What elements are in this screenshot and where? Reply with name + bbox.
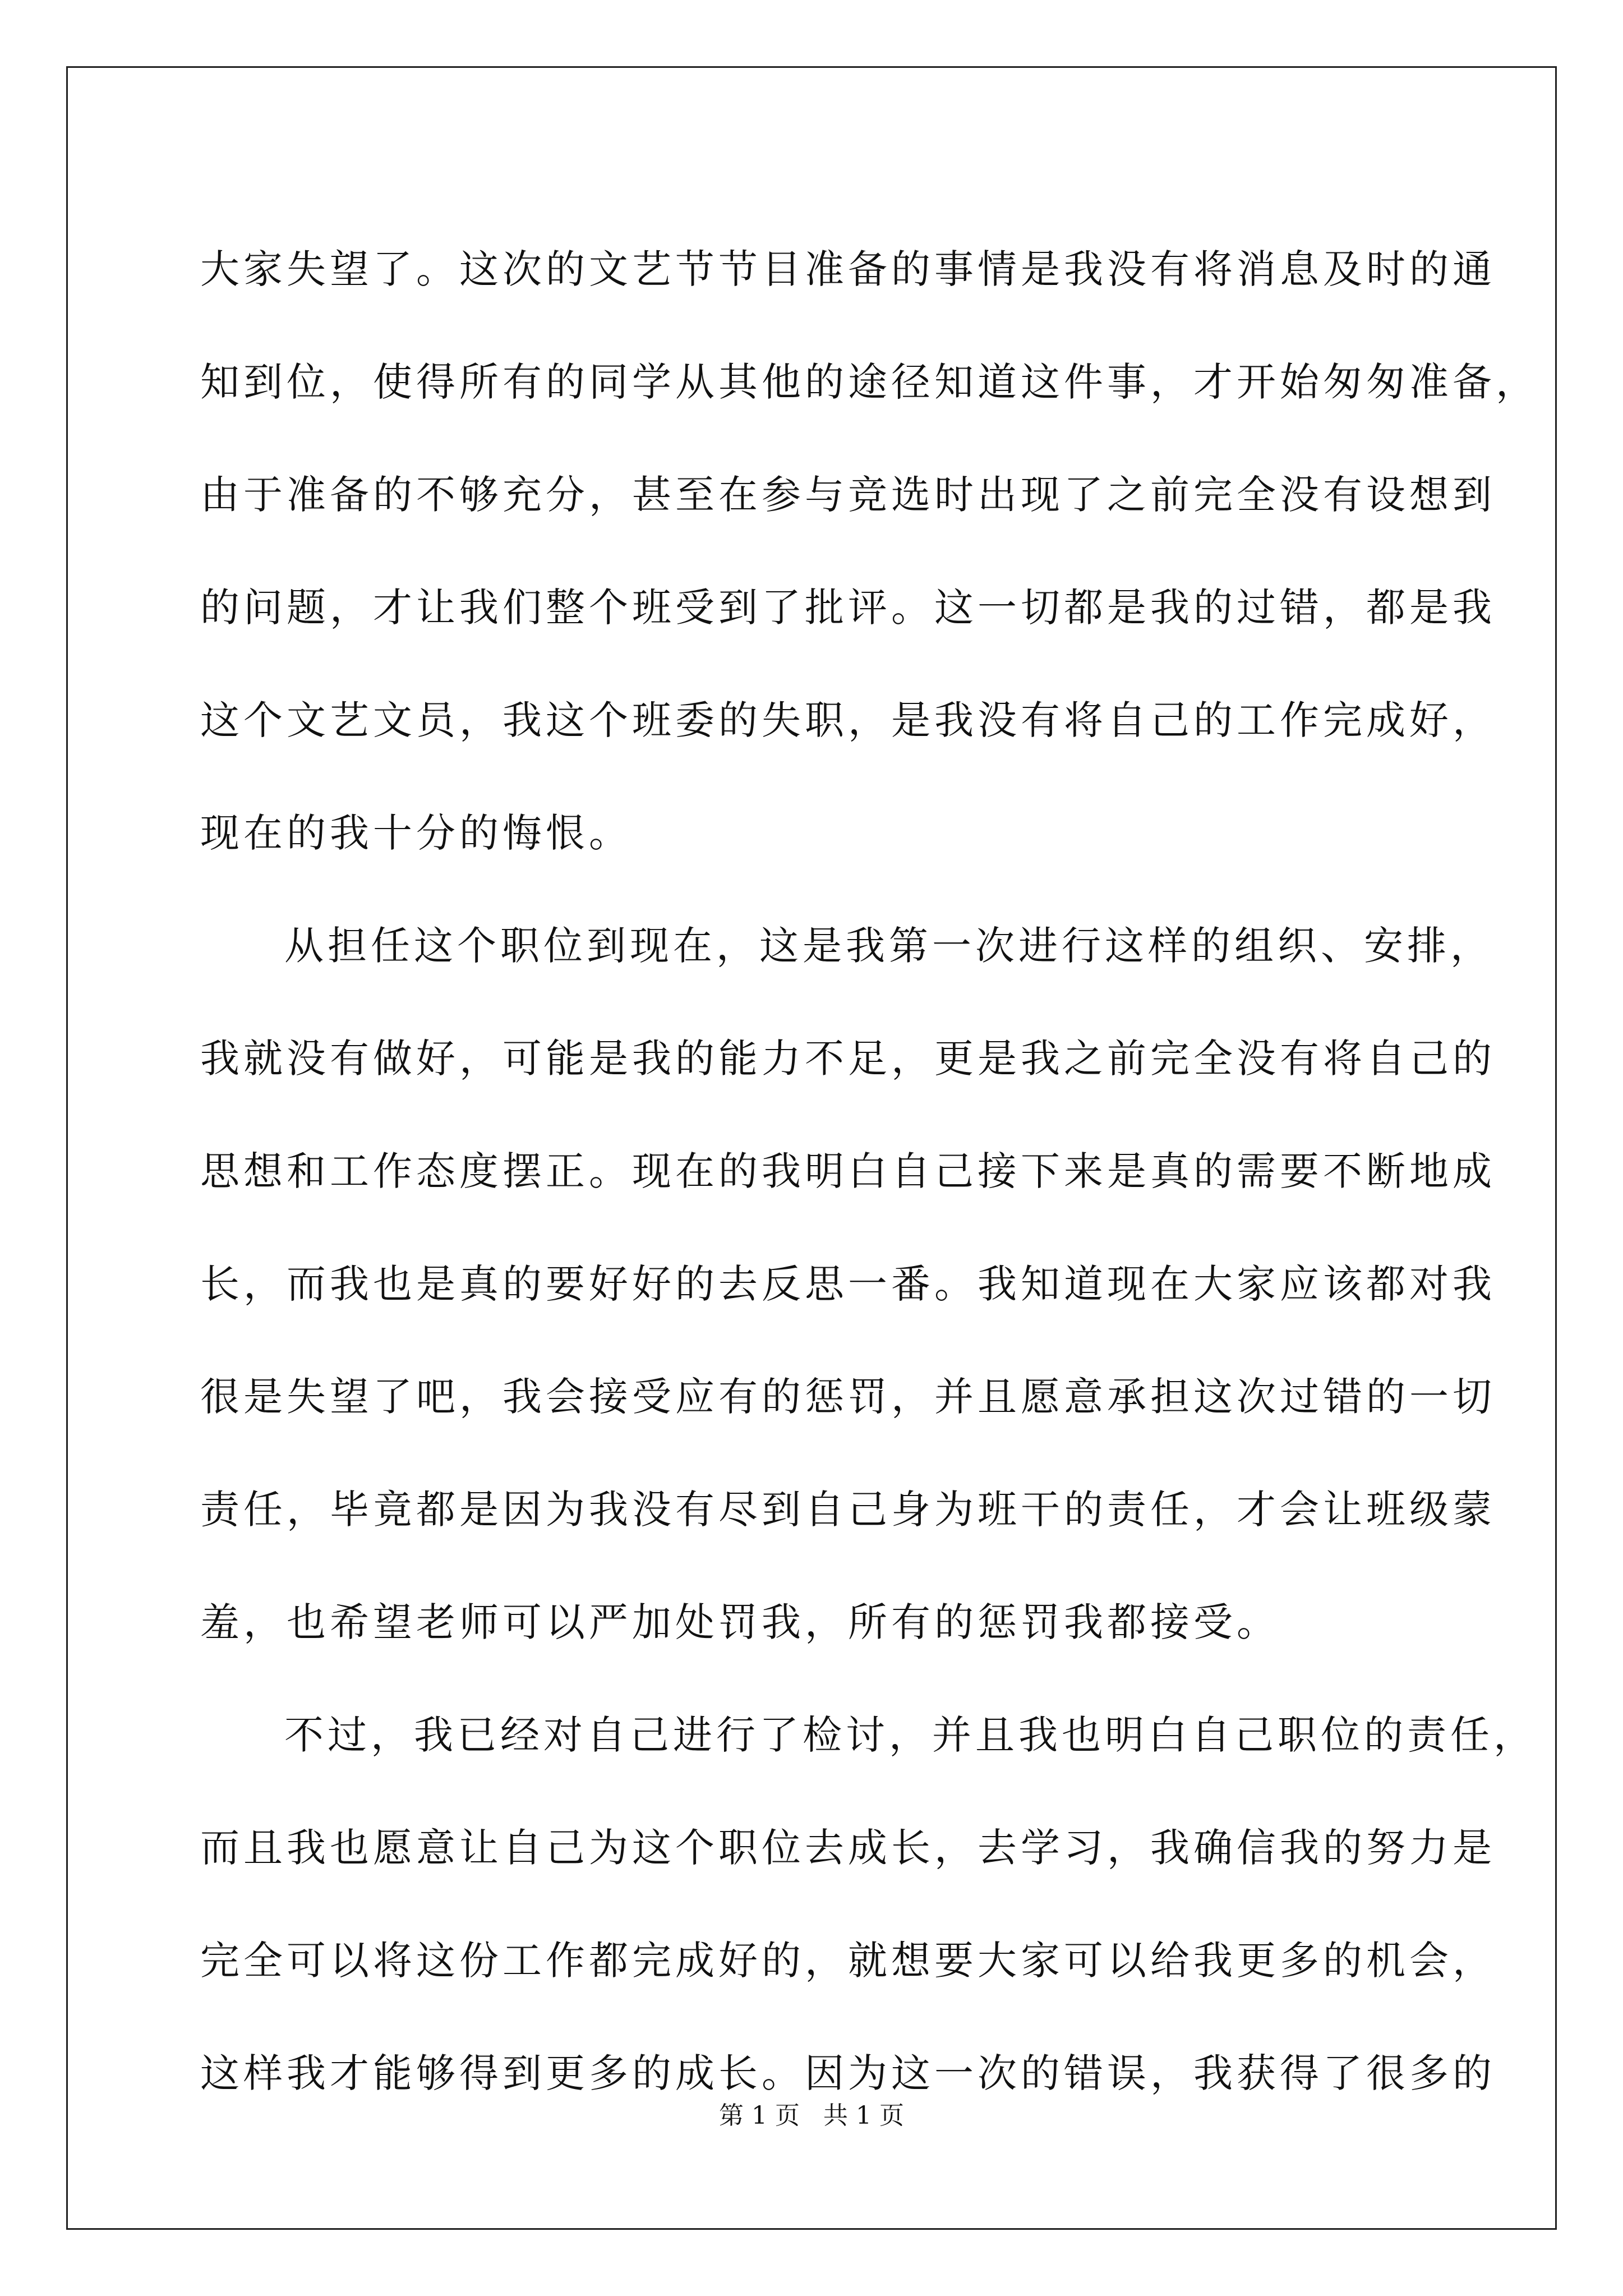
- text-line: 思想和工作态度摆正。现在的我明白自己接下来是真的需要不断地成: [200, 1148, 1496, 1194]
- text-line: 而且我也愿意让自己为这个职位去成长，去学习，我确信我的努力是: [200, 1825, 1496, 1871]
- paragraph-start-line: 从担任这个职位到现在，这是我第一次进行这样的组织、安排，: [284, 923, 1493, 969]
- text-line: 现在的我十分的悔恨。: [200, 810, 632, 856]
- text-line: 很是失望了吧，我会接受应有的惩罚，并且愿意承担这次过错的一切: [200, 1374, 1496, 1420]
- text-line: 完全可以将这份工作都完成好的，就想要大家可以给我更多的机会，: [200, 1938, 1496, 1984]
- text-line: 长，而我也是真的要好好的去反思一番。我知道现在大家应该都对我: [200, 1261, 1496, 1307]
- text-line: 我就没有做好，可能是我的能力不足，更是我之前完全没有将自己的: [200, 1036, 1496, 1082]
- text-line: 知到位，使得所有的同学从其他的途径知道这件事，才开始匆匆准备，: [200, 359, 1539, 405]
- text-line: 羞，也希望老师可以严加处罚我，所有的惩罚我都接受。: [200, 1599, 1280, 1645]
- document-body: [200, 213, 1539, 2130]
- paragraph-start-line: 不过，我已经对自己进行了检讨，并且我也明白自己职位的责任，: [284, 1712, 1537, 1758]
- text-line: 由于准备的不够充分，甚至在参与竞选时出现了之前完全没有设想到: [200, 472, 1496, 518]
- page-footer: 第 1 页 共 1 页: [719, 2101, 904, 2130]
- text-line: 大家失望了。这次的文艺节节目准备的事情是我没有将消息及时的通: [200, 246, 1496, 292]
- text-line: 这个文艺文员，我这个班委的失职，是我没有将自己的工作完成好，: [200, 697, 1496, 743]
- text-line: 这样我才能够得到更多的成长。因为这一次的错误，我获得了很多的: [200, 2050, 1496, 2096]
- text-line: 的问题，才让我们整个班受到了批评。这一切都是我的过错，都是我: [200, 585, 1496, 631]
- text-line: 责任，毕竟都是因为我没有尽到自己身为班干的责任，才会让班级蒙: [200, 1487, 1496, 1533]
